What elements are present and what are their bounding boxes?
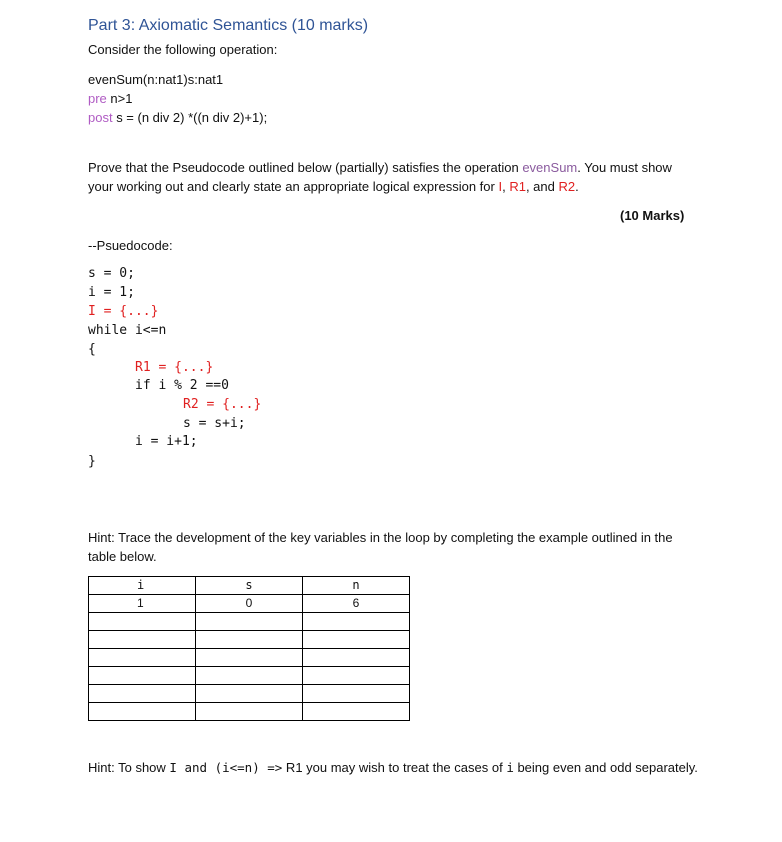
trace-table xyxy=(88,576,410,721)
hint-cases-text-3: being even and odd separately. xyxy=(513,760,698,775)
table-cell: 6 xyxy=(303,595,410,613)
code-line: i = i+1; xyxy=(135,434,198,449)
code-line: s = 0; xyxy=(88,266,135,281)
hint-cases-text-1: Hint: To show xyxy=(88,760,170,775)
code-line: i = 1; xyxy=(88,285,135,300)
prove-text-1: Prove that the Pseudocode outlined below (partially) satisfies the operation xyxy=(88,160,523,175)
table-row xyxy=(89,631,410,649)
table-cell xyxy=(196,667,303,685)
table-row xyxy=(89,703,410,721)
table-cell xyxy=(196,703,303,721)
table-cell xyxy=(89,667,196,685)
assertion-R2: R2 xyxy=(558,179,576,194)
code-line: if i % 2 ==0 xyxy=(135,378,229,393)
table-cell xyxy=(303,703,410,721)
table-cell xyxy=(303,685,410,703)
hint-cases-text-2: R1 you may wish to treat the cases of xyxy=(282,760,507,775)
header-s: s xyxy=(196,577,303,595)
table-cell xyxy=(303,667,410,685)
prove-end: . xyxy=(575,179,579,194)
sep-2: , and xyxy=(525,179,559,194)
table-cell xyxy=(303,631,410,649)
hint-cases-var-i: i xyxy=(506,760,514,775)
code-r2-line: R2 = {...} xyxy=(183,397,262,412)
table-header-row xyxy=(89,577,410,595)
pre-keyword: pre xyxy=(88,91,107,106)
hint-trace: Hint: Trace the development of the key variables in the loop by completing the example outlined in the table below. xyxy=(88,530,673,564)
header-i: i xyxy=(89,577,196,595)
hint-cases xyxy=(88,758,698,777)
pseudocode-label: --Psuedocode: xyxy=(88,238,173,253)
postcondition xyxy=(88,108,267,127)
header-n: n xyxy=(303,577,410,595)
code-r1-line: R1 = {...} xyxy=(135,360,214,375)
table-cell xyxy=(196,649,303,667)
precondition xyxy=(88,89,132,108)
table-cell xyxy=(89,703,196,721)
table-cell xyxy=(303,613,410,631)
marks-label: (10 Marks) xyxy=(620,208,685,223)
prove-text-2: . You must show your working out and clearly state an appropriate logical expression for xyxy=(88,160,672,194)
operation-name: evenSum xyxy=(522,160,578,175)
table-cell xyxy=(196,613,303,631)
code-line: while i<=n xyxy=(88,323,167,338)
table-row xyxy=(89,667,410,685)
code-line: s = s+i; xyxy=(183,416,246,431)
intro-text: Consider the following operation: xyxy=(88,42,278,57)
invariant-I: I xyxy=(498,179,503,194)
table-row xyxy=(89,685,410,703)
table-cell xyxy=(303,649,410,667)
hint-cases-code: I and (i<=n) => xyxy=(169,760,283,775)
table-cell xyxy=(89,649,196,667)
pre-expression: n>1 xyxy=(106,91,133,106)
table-cell xyxy=(196,631,303,649)
page-title: Part 3: Axiomatic Semantics (10 marks) xyxy=(88,17,369,34)
table-row xyxy=(89,613,410,631)
table-row xyxy=(89,595,410,613)
table-cell: 1 xyxy=(89,595,196,613)
post-expression: s = (n div 2) *((n div 2)+1); xyxy=(112,110,268,125)
code-line: { xyxy=(88,342,96,357)
prove-paragraph xyxy=(88,158,698,196)
assertion-R1: R1 xyxy=(509,179,526,194)
code-line: } xyxy=(88,454,96,469)
table-cell xyxy=(196,685,303,703)
post-keyword: post xyxy=(88,110,113,125)
table-cell: 0 xyxy=(196,595,303,613)
operation-signature: evenSum(n:nat1)s:nat1 xyxy=(88,72,224,87)
sep-1: , xyxy=(502,179,510,194)
table-cell xyxy=(89,631,196,649)
table-cell xyxy=(89,685,196,703)
code-invariant-line: I = {...} xyxy=(88,304,159,319)
table-cell xyxy=(89,613,196,631)
table-row xyxy=(89,649,410,667)
